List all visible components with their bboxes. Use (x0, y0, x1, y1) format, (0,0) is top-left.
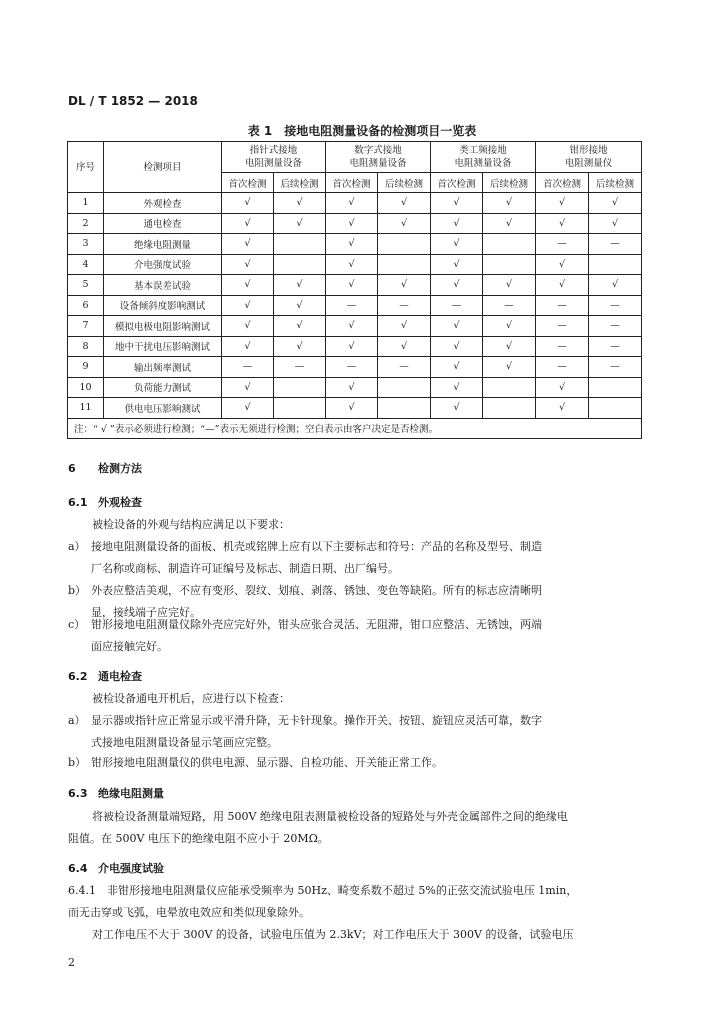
section-6-4-heading: 6.4 介电强度试验 (68, 862, 164, 875)
section-6-3-text-line1: 将被检设备测量端短路，用 500V 绝缘电阻表测量被检设备的短路处与外壳金属部件之间的绝缘电 (92, 810, 568, 823)
row-item: 地中干扰电压影响测试 (104, 336, 222, 357)
row-number: 2 (68, 213, 104, 234)
mark-cell: √ (483, 213, 536, 234)
mark-cell: √ (483, 275, 536, 296)
mark-cell: √ (378, 275, 431, 296)
table-row (68, 377, 642, 398)
inspection-items-table (67, 141, 642, 439)
row-item: 绝缘电阻测量 (104, 234, 222, 255)
mark-cell: — (378, 357, 431, 378)
mark-cell: √ (326, 254, 378, 275)
row-item: 设备倾斜度影响测试 (104, 295, 222, 316)
section-6-heading: 6 检测方法 (68, 462, 142, 475)
row-item: 外观检查 (104, 193, 222, 214)
mark-cell: √ (431, 316, 483, 337)
mark-cell: √ (483, 316, 536, 337)
mark-cell: — (589, 336, 642, 357)
table-note: 注：“ √ ”表示必须进行检测；“—”表示无须进行检测；空白表示由客户决定是否检测。 (68, 418, 642, 438)
mark-cell: √ (431, 193, 483, 214)
sub-header-next: 后续检测 (378, 173, 431, 193)
mark-cell: √ (222, 336, 274, 357)
mark-cell (589, 398, 642, 419)
table-row (68, 357, 642, 378)
table-row (68, 193, 642, 214)
mark-cell: √ (274, 316, 326, 337)
mark-cell: — (589, 316, 642, 337)
mark-cell: √ (536, 275, 589, 296)
mark-cell: √ (483, 193, 536, 214)
mark-cell (483, 234, 536, 255)
group-header-powerfreq: 类工频接地 电阻测量设备 (431, 142, 536, 173)
row-item: 供电电压影响测试 (104, 398, 222, 419)
mark-cell (483, 377, 536, 398)
mark-cell: √ (222, 316, 274, 337)
mark-cell: √ (431, 254, 483, 275)
row-number: 1 (68, 193, 104, 214)
mark-cell: — (589, 357, 642, 378)
section-6-1-intro: 被检设备的外观与结构应满足以下要求： (92, 518, 290, 531)
mark-cell: √ (222, 398, 274, 419)
mark-cell: √ (274, 193, 326, 214)
mark-cell (274, 254, 326, 275)
table-row (68, 295, 642, 316)
sub-header-next: 后续检测 (483, 173, 536, 193)
mark-cell (274, 377, 326, 398)
section-6-2-intro: 被检设备通电开机后，应进行以下检查： (92, 692, 290, 705)
mark-cell: √ (274, 213, 326, 234)
mark-cell: √ (274, 336, 326, 357)
mark-cell: √ (326, 275, 378, 296)
mark-cell: √ (222, 213, 274, 234)
mark-cell: √ (431, 213, 483, 234)
mark-cell: √ (378, 336, 431, 357)
sub-header-next: 后续检测 (274, 173, 326, 193)
mark-cell: — (536, 295, 589, 316)
mark-cell: √ (222, 234, 274, 255)
row-number: 4 (68, 254, 104, 275)
table-row (68, 275, 642, 296)
mark-cell: — (378, 295, 431, 316)
mark-cell: √ (589, 275, 642, 296)
row-item: 基本误差试验 (104, 275, 222, 296)
mark-cell: √ (222, 193, 274, 214)
row-item: 负荷能力测试 (104, 377, 222, 398)
mark-cell: √ (378, 316, 431, 337)
mark-cell: √ (326, 316, 378, 337)
row-item: 模拟电极电阻影响测试 (104, 316, 222, 337)
row-number: 10 (68, 377, 104, 398)
mark-cell: √ (326, 377, 378, 398)
mark-cell (589, 254, 642, 275)
sub-header-first: 首次检测 (326, 173, 378, 193)
table-caption: 表 1 接地电阻测量设备的检测项目一览表 (247, 124, 477, 138)
mark-cell (378, 234, 431, 255)
table-row (68, 316, 642, 337)
mark-cell: — (536, 336, 589, 357)
row-item: 介电强度试验 (104, 254, 222, 275)
row-item: 输出频率测试 (104, 357, 222, 378)
clause-6-4-1-line2: 而无击穿或飞弧，电晕放电效应和类似现象除外。 (68, 906, 310, 919)
mark-cell: √ (274, 295, 326, 316)
table-row (68, 336, 642, 357)
mark-cell: — (589, 234, 642, 255)
mark-cell: √ (431, 398, 483, 419)
mark-cell: √ (222, 254, 274, 275)
page-number: 2 (68, 956, 75, 969)
mark-cell: — (589, 295, 642, 316)
section-6-3-text-line2: 阻值。在 500V 电压下的绝缘电阻不应小于 20MΩ。 (68, 832, 329, 845)
mark-cell: √ (536, 377, 589, 398)
mark-cell (274, 234, 326, 255)
table-row (68, 234, 642, 255)
mark-cell: √ (326, 336, 378, 357)
mark-cell: √ (222, 275, 274, 296)
mark-cell: √ (326, 213, 378, 234)
mark-cell: √ (431, 357, 483, 378)
mark-cell: √ (326, 398, 378, 419)
mark-cell: — (536, 357, 589, 378)
mark-cell: √ (326, 193, 378, 214)
mark-cell: √ (483, 357, 536, 378)
mark-cell: √ (536, 398, 589, 419)
mark-cell: √ (589, 213, 642, 234)
row-number: 3 (68, 234, 104, 255)
clause-6-4-1-line3: 对工作电压不大于 300V 的设备，试验电压值为 2.3kV；对工作电压大于 300V 的设备，试验电压 (92, 928, 574, 941)
mark-cell: √ (378, 213, 431, 234)
mark-cell: √ (431, 275, 483, 296)
mark-cell (378, 398, 431, 419)
row-number: 5 (68, 275, 104, 296)
mark-cell: √ (589, 193, 642, 214)
mark-cell: — (326, 357, 378, 378)
col-header-seq: 序号 (68, 142, 104, 193)
table-row (68, 213, 642, 234)
mark-cell: √ (222, 295, 274, 316)
mark-cell: √ (431, 336, 483, 357)
row-number: 6 (68, 295, 104, 316)
sub-header-next: 后续检测 (589, 173, 642, 193)
mark-cell: — (536, 234, 589, 255)
group-header-pointer: 指针式接地 电阻测量设备 (222, 142, 326, 173)
mark-cell (483, 398, 536, 419)
mark-cell: √ (431, 377, 483, 398)
mark-cell: √ (222, 377, 274, 398)
section-6-3-heading: 6.3 绝缘电阻测量 (68, 787, 164, 800)
mark-cell: — (431, 295, 483, 316)
mark-cell: — (483, 295, 536, 316)
row-number: 11 (68, 398, 104, 419)
section-6-1-heading: 6.1 外观检查 (68, 496, 142, 509)
section-6-2-heading: 6.2 通电检查 (68, 670, 142, 683)
mark-cell: — (326, 295, 378, 316)
row-number: 8 (68, 336, 104, 357)
clause-6-4-1-line1: 6.4.1 非钳形接地电阻测量仪应能承受频率为 50Hz、畸变系数不超过 5%的正弦交流试验电压 1min， (68, 884, 578, 897)
mark-cell (378, 254, 431, 275)
mark-cell: √ (536, 254, 589, 275)
mark-cell: √ (274, 275, 326, 296)
row-number: 7 (68, 316, 104, 337)
mark-cell: √ (536, 213, 589, 234)
mark-cell: √ (378, 193, 431, 214)
mark-cell (378, 377, 431, 398)
table-row (68, 254, 642, 275)
mark-cell (589, 377, 642, 398)
group-header-digital: 数字式接地 电阻测量设备 (326, 142, 431, 173)
row-item: 通电检查 (104, 213, 222, 234)
col-header-item: 检测项目 (104, 142, 222, 193)
mark-cell (274, 398, 326, 419)
mark-cell: √ (326, 234, 378, 255)
mark-cell: — (274, 357, 326, 378)
document-header: DL / T 1852 — 2018 (68, 94, 198, 108)
sub-header-first: 首次检测 (222, 173, 274, 193)
sub-header-first: 首次检测 (431, 173, 483, 193)
mark-cell: √ (431, 234, 483, 255)
row-number: 9 (68, 357, 104, 378)
sub-header-first: 首次检测 (536, 173, 589, 193)
mark-cell: — (222, 357, 274, 378)
group-header-clamp: 钳形接地 电阻测量仪 (536, 142, 642, 173)
table-row (68, 398, 642, 419)
mark-cell: √ (483, 336, 536, 357)
mark-cell (483, 254, 536, 275)
mark-cell: — (536, 316, 589, 337)
mark-cell: √ (536, 193, 589, 214)
